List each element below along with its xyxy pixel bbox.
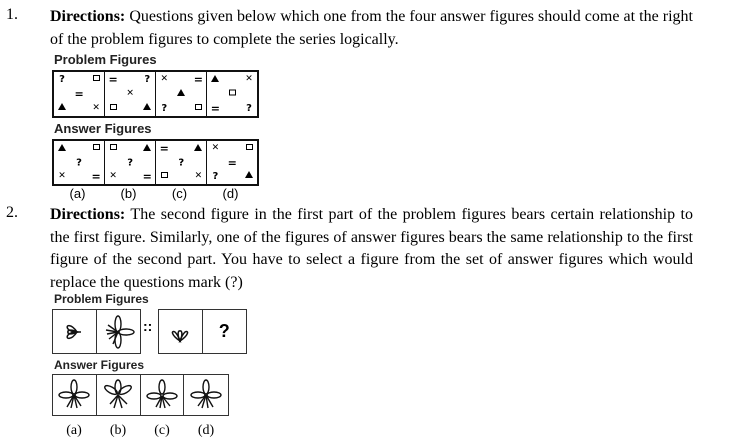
problem-figure-4 (203, 310, 247, 353)
triangle-symbol-icon (244, 171, 254, 181)
question-symbol-icon: ? (127, 157, 134, 168)
problem-figure-1 (54, 72, 105, 116)
answer-figure-2[interactable] (105, 141, 156, 184)
flower-option-d-icon (189, 378, 223, 412)
equals-symbol-icon: = (227, 156, 237, 169)
cross-symbol-icon: ✕ (160, 74, 169, 84)
cross-symbol-icon: ✕ (245, 74, 253, 84)
equals-symbol-icon: = (159, 142, 169, 155)
question-1-directions (50, 6, 693, 51)
problem-figure-4 (207, 72, 257, 116)
answer-figures-label: Answer Figures (54, 121, 152, 136)
option-d[interactable]: (d) (222, 186, 239, 201)
q1-problem-figures (52, 70, 259, 118)
answer-figure-4[interactable] (207, 141, 257, 184)
question-2-number: 2. (6, 204, 18, 221)
square-symbol-icon (159, 172, 169, 181)
three-petal-flower-up-icon (165, 317, 195, 347)
equals-symbol-icon: = (193, 73, 203, 86)
directions-text: Questions given below which one from the four answer figures should come at the right of the problem figures to complete the series logically. (50, 8, 693, 48)
q1-options (52, 186, 256, 201)
triangle-symbol-icon (57, 103, 67, 113)
question-symbol-icon: ? (59, 74, 65, 85)
triangle-symbol-icon (210, 75, 220, 85)
question-symbol-icon: ? (178, 157, 185, 168)
question-2-directions (50, 204, 693, 294)
option-a[interactable]: (a) (66, 423, 82, 438)
problem-figure-2 (105, 72, 156, 116)
directions-text: The second figure in the first part of the problem figures bears certain relationship to the first figure. Similarly, one of the figures of answer figures bears the same relationship to the first figure of the second part. You have to select a figure from the set of answer figures which would replace the questions mark (?) (50, 206, 693, 291)
option-b[interactable]: (b) (120, 186, 137, 201)
triangle-symbol-icon (142, 103, 152, 113)
triangle-symbol-icon (57, 144, 67, 154)
q2-problem-pair-1 (52, 309, 141, 354)
equals-symbol-icon: = (142, 170, 152, 183)
cross-symbol-icon: ✕ (211, 143, 220, 153)
answer-figure-3[interactable] (156, 141, 207, 184)
unknown-figure: ? (218, 321, 230, 341)
triangle-symbol-icon (193, 144, 203, 154)
question-symbol-icon: ? (212, 171, 219, 182)
option-a[interactable]: (a) (69, 186, 86, 201)
equals-symbol-icon: = (74, 87, 84, 101)
square-symbol-icon (193, 104, 203, 113)
question-symbol-icon: ? (161, 103, 168, 114)
q1-answer-figures (52, 139, 259, 186)
triangle-symbol-icon (142, 144, 152, 154)
question-symbol-icon: ? (246, 103, 252, 114)
square-symbol-icon (108, 104, 118, 113)
cross-symbol-icon: ✕ (109, 171, 117, 181)
option-b[interactable]: (b) (109, 423, 127, 438)
option-c[interactable]: (c) (171, 186, 188, 201)
q2-answer-figures (52, 374, 229, 416)
problem-figure-1 (53, 310, 97, 353)
cross-symbol-icon: ✕ (92, 103, 100, 113)
q2-options (52, 423, 228, 439)
equals-symbol-icon: = (91, 170, 101, 183)
square-symbol-icon (91, 144, 101, 153)
option-c[interactable]: (c) (154, 423, 170, 438)
question-symbol-icon: ? (144, 74, 151, 85)
answer-figure-d[interactable] (184, 375, 228, 415)
problem-figure-2 (97, 310, 141, 353)
three-petal-flower-right-icon (59, 317, 89, 347)
problem-figure-3 (159, 310, 203, 353)
directions-label: Directions: (50, 8, 126, 25)
problem-figure-3 (156, 72, 207, 116)
problem-figures-label: Problem Figures (54, 292, 149, 306)
option-d[interactable]: (d) (197, 423, 215, 438)
question-1-number: 1. (6, 6, 18, 23)
problem-figures-label: Problem Figures (54, 52, 157, 67)
answer-figure-c[interactable] (141, 375, 185, 415)
answer-figure-b[interactable] (97, 375, 141, 415)
cross-symbol-icon: ✕ (126, 88, 134, 99)
triangle-symbol-icon (176, 89, 186, 99)
analogy-symbol: :: (143, 318, 153, 334)
answer-figure-1[interactable] (54, 141, 105, 184)
flower-option-a-icon (57, 378, 91, 412)
question-symbol-icon: ? (76, 157, 82, 168)
equals-symbol-icon: = (210, 102, 220, 115)
directions-label: Directions: (50, 206, 126, 223)
square-symbol-icon (91, 75, 101, 84)
square-symbol-icon (244, 144, 254, 153)
q2-problem-pair-2 (158, 309, 247, 354)
four-petal-flower-lines-icon (101, 315, 135, 349)
equals-symbol-icon: = (108, 73, 118, 86)
flower-option-c-icon (145, 378, 179, 412)
square-symbol-icon (227, 90, 237, 99)
cross-symbol-icon: ✕ (58, 171, 66, 181)
answer-figures-label: Answer Figures (54, 358, 145, 372)
square-symbol-icon (108, 144, 118, 153)
cross-symbol-icon: ✕ (194, 171, 203, 181)
flower-option-b-icon (101, 378, 135, 412)
answer-figure-a[interactable] (53, 375, 97, 415)
